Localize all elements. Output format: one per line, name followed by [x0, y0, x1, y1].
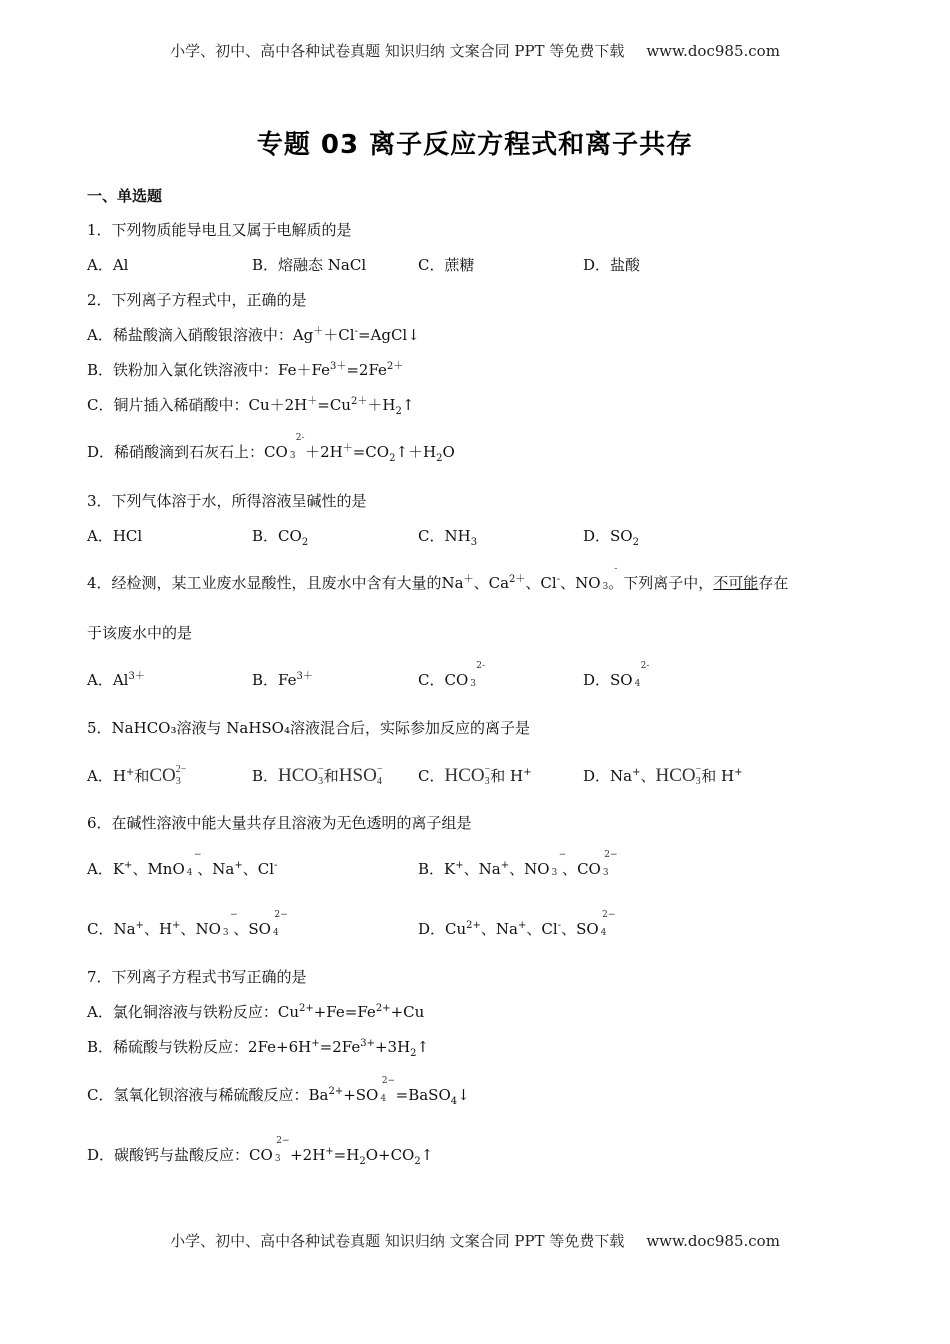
- q6-option-d: D．$Cu^{2+}$、Na+、Cl-、SO 4 2−: [418, 910, 616, 938]
- q4-option-a: A．$Al^{3+}$: [87, 671, 145, 689]
- q4-underlined-word: 不可能: [713, 574, 759, 592]
- q5-stem: 5．NaHCO₃溶液与 NaHSO₄溶液混合后，实际参加反应的离子是: [87, 719, 530, 737]
- q3-option-c: C．$NH_3$: [418, 527, 478, 548]
- q7-b-label: B．稀硫酸与铁粉反应：: [87, 1038, 249, 1056]
- q6-stem: 6．在碱性溶液中能大量共存且溶液为无色透明的离子组是: [87, 814, 472, 832]
- q7-a-label: A．氯化铜溶液与铁粉反应：: [87, 1003, 278, 1021]
- q4-stem-a: 4．经检测，某工业废水显酸性，且废水中含有大量的: [87, 574, 442, 592]
- q6-option-c: C．Na+、H+、NO 3 − 、SO 4 2−: [87, 910, 288, 938]
- q4-stem-line2: 于该废水中的是: [87, 624, 193, 642]
- q7-stem: 7．下列离子方程式书写正确的是: [87, 968, 307, 986]
- q1-stem: 1．下列物质能导电且又属于电解质的是: [87, 221, 352, 239]
- page-footer: [0, 1230, 950, 1251]
- footer-text: 小学、初中、高中各种试卷真题 知识归纳 文案合同 PPT 等免费下载: [170, 1232, 625, 1250]
- nitrate-ion: NO 3 -: [575, 564, 618, 592]
- q5-option-b: B．HCO3−和HSO4−: [252, 764, 383, 787]
- q7-option-a: A．氯化铜溶液与铁粉反应：$Cu^{2+}+Fe=Fe^{2+}+Cu$: [87, 1003, 425, 1021]
- q2-option-a: A．稀盐酸滴入硝酸银溶液中：Ag＋＋Cl-=AgCl↓: [87, 326, 420, 344]
- q2-option-b: B．铁粉加入氯化铁溶液中：$Fe+Fe^{3+}=2Fe^{2+}$: [87, 361, 404, 379]
- q1-option-c: C．蔗糖: [418, 256, 475, 274]
- q4-option-c: C．CO 3 2-: [418, 661, 485, 689]
- q7-option-c: C．氢氧化钡溶液与稀硫酸反应：$Ba^{2+}+SO$ 4 2− =BaSO$_4$↓: [87, 1076, 470, 1107]
- q3-option-d: D．$SO_2$: [583, 527, 639, 548]
- section-heading: 一、单选题: [87, 187, 163, 205]
- q3-option-b: B．$CO_2$: [252, 527, 309, 548]
- q2-option-d: D．稀硝酸滴到石灰石上：CO 3 2- $+2H^+=CO_2↑+H_2O$: [87, 433, 455, 464]
- q7-d-label: D．碳酸钙与盐酸反应：: [87, 1146, 250, 1164]
- q7-c-label: C．氢氧化钡溶液与稀硫酸反应：: [87, 1086, 309, 1104]
- q6-option-a: A．K+、MnO 4 − 、Na+、Cl-: [87, 850, 278, 878]
- q2-a-label: A．稀盐酸滴入硝酸银溶液中：: [87, 326, 293, 344]
- q5-option-c: C．HCO3−和 H+: [418, 764, 532, 787]
- q4-stem-b: 。下列离子中，: [608, 574, 714, 592]
- q2-d-label: D．稀硝酸滴到石灰石上：: [87, 443, 265, 461]
- q2-b-label: B．铁粉加入氯化铁溶液中：: [87, 361, 279, 379]
- q7-option-b: B．稀硫酸与铁粉反应：$2Fe+6H^+=2Fe^{3+}+3H_2↑$: [87, 1038, 430, 1059]
- q1-option-d: D．盐酸: [583, 256, 641, 274]
- q4-option-b: B．$Fe^{3+}$: [252, 671, 313, 689]
- page-header: [0, 40, 950, 61]
- q1-option-b: B．熔融态 NaCl: [252, 256, 367, 274]
- q6-option-b: B．K+、Na+、NO 3 − 、CO 3 2−: [418, 850, 618, 878]
- q1-option-a: A．Al: [87, 256, 129, 274]
- page-title: 专题 03 离子反应方程式和离子共存: [256, 130, 694, 160]
- q5-option-d: D．Na+、HCO3−和 H+: [583, 764, 743, 787]
- header-url[interactable]: www.doc985.com: [646, 42, 780, 60]
- q5-option-a: A．H+和$CO3^{2-}$: [87, 764, 187, 787]
- q4-option-d: D．SO 4 2-: [583, 661, 650, 689]
- carbonate-ion: CO 3 2-: [264, 433, 305, 461]
- header-text: 小学、初中、高中各种试卷真题 知识归纳 文案合同 PPT 等免费下载: [170, 42, 625, 60]
- q4-stem-c: 存在: [758, 574, 789, 592]
- q2-option-c: C．铜片插入稀硝酸中：$Cu+2H^+=Cu^{2+}+H_2↑$: [87, 396, 415, 417]
- q2-stem: 2．下列离子方程式中，正确的是: [87, 291, 307, 309]
- q2-c-label: C．铜片插入稀硝酸中：: [87, 396, 249, 414]
- q4-stem: 4．经检测，某工业废水显酸性，且废水中含有大量的Na＋、$Ca^{2+}$、Cl-、NO 3 - 。下列离子中，不可能存在: [87, 573, 788, 597]
- q3-option-a: A．HCl: [87, 527, 143, 545]
- footer-url[interactable]: www.doc985.com: [646, 1232, 780, 1250]
- q3-stem: 3．下列气体溶于水，所得溶液呈碱性的是: [87, 492, 367, 510]
- q7-option-d: D．碳酸钙与盐酸反应：CO 3 2− $+2H^+=H_2O+CO_2↑$: [87, 1136, 434, 1167]
